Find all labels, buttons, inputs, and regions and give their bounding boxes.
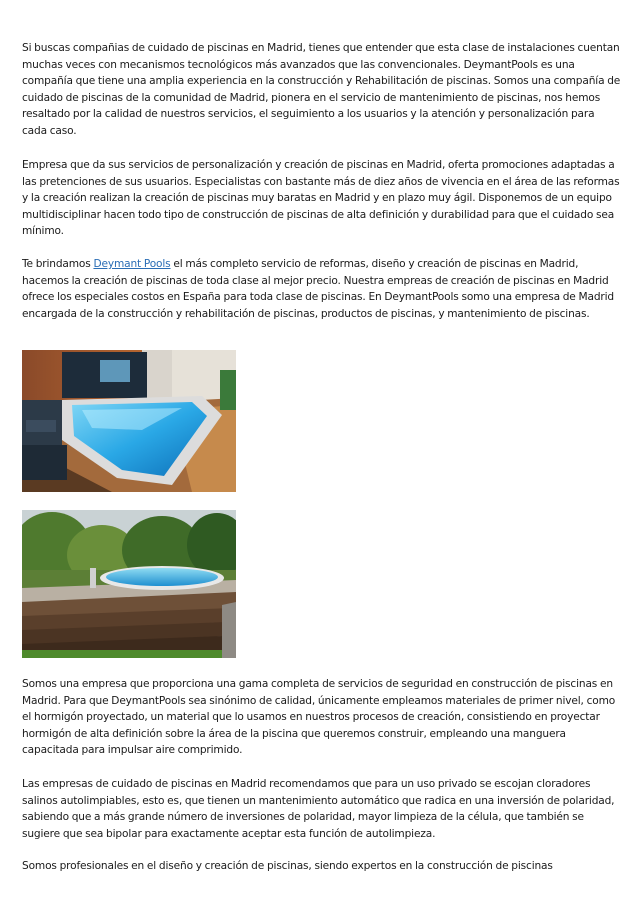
pool-photo-above-ground xyxy=(22,510,236,658)
paragraph-professionals: Somos profesionales en el diseño y creación de piscinas, siendo expertos en la construcción de piscinas xyxy=(22,860,553,872)
paragraph-deymant-rest: el más completo servicio de reformas, diseño y creación de piscinas en Madrid, hacemos la creación de piscinas de toda clase al mejor precio. Nuestra empreas de creación de piscinas en Madrid ofrece los especiales costos en España para toda clase de piscinas. En DeymantPools somo una empresa de Madrid encargada de la construcción y rehabilitación de piscinas, productos de piscinas, y mantenimiento de piscinas. xyxy=(22,258,614,320)
paragraph-services: Empresa que da sus servicios de personalización y creación de piscinas en Madrid, oferta promociones adaptadas a las pretenciones de sus usuarios. Especialistas con bastante más de diez años de vivencia en el área de las reformas y la creación realizan la creación de piscinas muy baratas en Madrid y en plazo muy ágil. Disponemos de un equipo multidisciplinar hacen todo tipo de construcción de piscinas de alta definición y durabilidad para que el cuidado sea mínimo. xyxy=(22,159,620,238)
paragraph-cloradores: Las empresas de cuidado de piscinas en Madrid recomendamos que para un uso privado se escojan cloradores salinos autolimpiables, esto es, que tienen un mantenimiento automático que radica en una inversión de polaridad, sabiendo que a más grande número de inversiones de polaridad, mayor limpieza de la célula, que también se sugiere que sea bipolar para exactamente aceptar esta función de autolimpieza. xyxy=(22,778,615,840)
paragraph-intro: Si buscas compañias de cuidado de piscinas en Madrid, tienes que entender que esta clase de instalaciones cuentan muchas veces con mecanismos tecnológicos más avanzados que las convencionales. DeymantPools es una compañía que tiene una amplia experiencia en la construcción y Rehabilitación de piscinas. Somos una compañía de cuidado de piscinas de la comunidad de Madrid, pionera en el servicio de mantenimiento de piscinas, nos hemos resaltado por la calidad de nuestros servicios, el seguimiento a los usuarios y la atención y personalización para cada caso. xyxy=(22,42,621,137)
paragraph-deymant xyxy=(22,256,622,322)
paragraph-deymant-lead: Te brindamos xyxy=(22,258,94,270)
pool-photo-rectangular xyxy=(22,350,236,492)
deymant-pools-link[interactable]: Deymant Pools xyxy=(93,258,171,270)
paragraph-security: Somos una empresa que proporciona una gama completa de servicios de seguridad en construcción de piscinas en Madrid. Para que DeymantPools sea sinónimo de calidad, únicamente empleamos materiales de primer nivel, como el hormigón proyectado, un material que lo usamos en nuestros procesos de creación, consistiendo en proyectar hormigón de alta definición sobre la área de la piscina que queremos construir, empleando una manguera capacitada para impulsar aire comprimido. xyxy=(22,678,616,757)
